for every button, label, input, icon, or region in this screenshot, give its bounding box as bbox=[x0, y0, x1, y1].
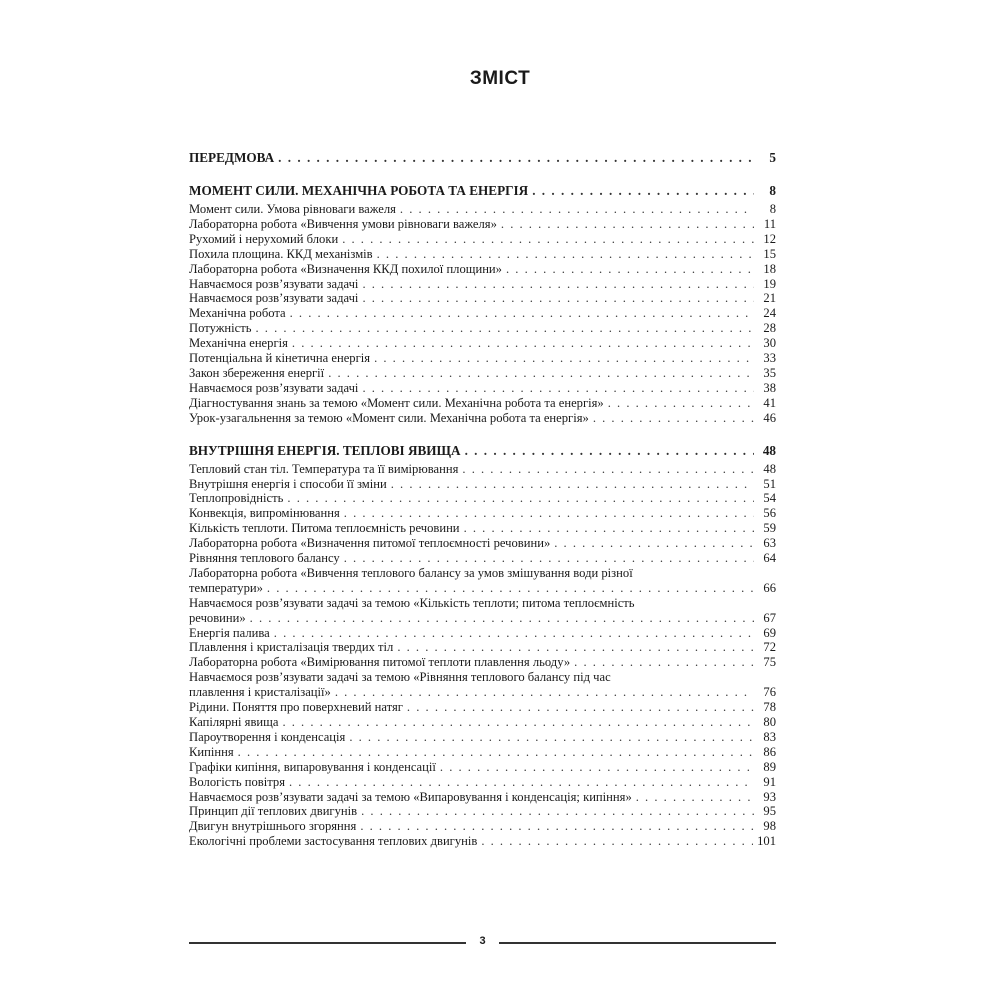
entry-page-number: 64 bbox=[763, 551, 776, 566]
dot-leader bbox=[342, 232, 754, 247]
dot-leader bbox=[593, 411, 754, 426]
toc-entry bbox=[189, 804, 776, 819]
entry-title: Лабораторна робота «Визначення ККД похилої площини» bbox=[189, 261, 502, 276]
toc-entry bbox=[189, 670, 776, 700]
entry-title: Двигун внутрішнього згоряння bbox=[189, 819, 357, 834]
toc-entry bbox=[189, 491, 776, 506]
entry-title: Енергія палива bbox=[189, 625, 270, 640]
entry-page-number: 12 bbox=[763, 231, 776, 246]
dot-leader bbox=[344, 506, 754, 521]
dot-leader bbox=[481, 834, 753, 849]
entry-title: Момент сили. Умова рівноваги важеля bbox=[189, 202, 396, 216]
entry-page-number: 80 bbox=[763, 715, 776, 729]
toc-section bbox=[189, 183, 776, 426]
entry-page-number: 75 bbox=[763, 655, 776, 670]
dot-leader bbox=[506, 262, 754, 277]
entry-page-number: 46 bbox=[763, 410, 776, 425]
toc-entry bbox=[189, 745, 776, 760]
entry-title-line-2: температури» bbox=[189, 580, 263, 595]
dot-leader bbox=[574, 655, 754, 670]
toc-entry bbox=[189, 477, 776, 492]
entry-title: Механічна робота bbox=[189, 306, 286, 321]
entry-title: Графіки кипіння, випаровування і конденсації bbox=[189, 759, 436, 774]
toc-entry bbox=[189, 640, 776, 655]
entry-page-number: 72 bbox=[763, 640, 776, 655]
entry-page-number: 86 bbox=[763, 744, 776, 759]
dot-leader bbox=[362, 291, 754, 306]
entry-page-number: 41 bbox=[763, 395, 776, 410]
entry-page-number: 69 bbox=[763, 625, 776, 640]
dot-leader bbox=[238, 745, 754, 760]
toc-section bbox=[189, 443, 776, 850]
entry-page-number: 15 bbox=[763, 246, 776, 261]
toc-entry bbox=[189, 626, 776, 641]
entry-page-number: 8 bbox=[769, 183, 776, 198]
entry-title: Потенціальна й кінетична енергія bbox=[189, 351, 371, 366]
toc-entry bbox=[189, 277, 776, 292]
entry-title: Тепловий стан тіл. Температура та її вимірювання bbox=[189, 461, 459, 476]
dot-leader bbox=[440, 760, 754, 775]
dot-leader bbox=[289, 775, 754, 790]
dot-leader bbox=[464, 521, 754, 536]
entry-page-number: 33 bbox=[763, 351, 776, 366]
toc-entry bbox=[189, 715, 776, 730]
entry-page-number: 93 bbox=[763, 789, 776, 804]
entry-page-number: 91 bbox=[763, 774, 776, 789]
entry-title: Принцип дії теплових двигунів bbox=[189, 804, 358, 819]
dot-leader bbox=[407, 700, 754, 715]
toc-entry bbox=[189, 366, 776, 381]
toc-entry bbox=[189, 336, 776, 351]
section-heading-title: МОМЕНТ СИЛИ. МЕХАНІЧНА РОБОТА ТА ЕНЕРГІЯ bbox=[189, 183, 529, 198]
dot-leader bbox=[349, 730, 754, 745]
dot-leader bbox=[374, 351, 754, 366]
entry-page-number: 19 bbox=[763, 276, 776, 291]
toc-entry bbox=[189, 396, 776, 411]
toc-entry bbox=[189, 291, 776, 306]
dot-leader bbox=[532, 183, 754, 199]
entry-title: Потужність bbox=[189, 321, 252, 336]
toc-entry bbox=[189, 700, 776, 715]
dot-leader bbox=[328, 366, 754, 381]
dot-leader bbox=[400, 202, 754, 217]
section-heading bbox=[189, 150, 776, 166]
entry-page-number: 59 bbox=[763, 521, 776, 536]
entry-page-number: 8 bbox=[769, 202, 776, 216]
entry-page-number: 78 bbox=[763, 700, 776, 715]
entry-title-continued bbox=[189, 611, 776, 626]
section-heading-title: ВНУТРІШНЯ ЕНЕРГІЯ. ТЕПЛОВІ ЯВИЩА bbox=[189, 442, 461, 458]
entry-title: Лабораторна робота «Вивчення умови рівноваги важеля» bbox=[189, 216, 497, 231]
entry-page-number: 95 bbox=[763, 804, 776, 819]
dot-leader bbox=[501, 217, 754, 232]
dot-leader bbox=[344, 551, 754, 566]
entry-title-line-2: речовини» bbox=[189, 610, 246, 625]
entry-title: Рівняння теплового балансу bbox=[189, 551, 340, 566]
entry-title: Навчаємося розв’язувати задачі bbox=[189, 276, 359, 291]
entry-title: Капілярні явища bbox=[189, 715, 279, 729]
section-heading bbox=[189, 443, 776, 459]
entry-title-line-2: плавлення і кристалізації» bbox=[189, 685, 331, 700]
dot-leader bbox=[267, 581, 754, 596]
toc-entry bbox=[189, 819, 776, 834]
entry-title: Урок-узагальнення за темою «Момент сили. Механічна робота та енергія» bbox=[189, 410, 589, 425]
entry-page-number: 67 bbox=[763, 610, 776, 625]
toc-section bbox=[189, 150, 776, 166]
entry-title-continued bbox=[189, 685, 776, 700]
entry-title-continued bbox=[189, 581, 776, 596]
entry-title: Лабораторна робота «Визначення питомої теплоємності речовини» bbox=[189, 536, 551, 551]
toc-entry bbox=[189, 790, 776, 805]
entry-page-number: 54 bbox=[763, 491, 776, 506]
dot-leader bbox=[361, 804, 754, 819]
entry-title: Механічна енергія bbox=[189, 336, 288, 351]
toc-entry bbox=[189, 566, 776, 596]
entry-page-number: 38 bbox=[763, 380, 776, 395]
entry-title: Рухомий і нерухомий блоки bbox=[189, 231, 339, 246]
entry-page-number: 48 bbox=[762, 442, 776, 458]
toc-entry bbox=[189, 217, 776, 232]
toc-entry bbox=[189, 351, 776, 366]
section-heading-title: ПЕРЕДМОВА bbox=[189, 150, 275, 165]
entry-page-number: 51 bbox=[763, 476, 776, 491]
dot-leader bbox=[391, 477, 754, 492]
entry-title: Навчаємося розв’язувати задачі bbox=[189, 291, 359, 306]
entry-page-number: 35 bbox=[763, 365, 776, 380]
dot-leader bbox=[465, 443, 754, 459]
entry-page-number: 56 bbox=[763, 506, 776, 521]
toc-entry bbox=[189, 655, 776, 670]
page-title: ЗМІСТ bbox=[469, 68, 531, 89]
toc-entry bbox=[189, 775, 776, 790]
toc-entry bbox=[189, 536, 776, 551]
entry-title: Екологічні проблеми застосування теплових двигунів bbox=[189, 834, 478, 849]
entry-title: Плавлення і кристалізація твердих тіл bbox=[189, 640, 394, 655]
entry-page-number: 83 bbox=[763, 729, 776, 744]
entry-title: Внутрішня енергія і способи її зміни bbox=[189, 476, 387, 491]
toc-entry bbox=[189, 202, 776, 217]
entry-page-number: 48 bbox=[763, 461, 776, 476]
entry-title: Навчаємося розв’язувати задачі за темою «Кількість теплоти; питома теплоємність bbox=[189, 595, 635, 610]
entry-page-number: 11 bbox=[763, 216, 776, 231]
entry-title: Навчаємося розв’язувати задачі за темою «Рівняння теплового балансу під час bbox=[189, 670, 611, 685]
dot-leader bbox=[335, 685, 754, 700]
table-of-contents bbox=[189, 150, 776, 849]
entry-page-number: 76 bbox=[763, 685, 776, 700]
dot-leader bbox=[278, 150, 754, 166]
dot-leader bbox=[636, 790, 754, 805]
entry-title: Похила площина. ККД механізмів bbox=[189, 246, 373, 261]
entry-title: Лабораторна робота «Вимірювання питомої теплоти плавлення льоду» bbox=[189, 655, 571, 670]
toc-entry bbox=[189, 306, 776, 321]
dot-leader bbox=[287, 491, 754, 506]
toc-entry bbox=[189, 232, 776, 247]
entry-page-number: 98 bbox=[763, 819, 776, 834]
entry-title: Конвекція, випромінювання bbox=[189, 506, 340, 521]
dot-leader bbox=[282, 715, 754, 730]
section-heading bbox=[189, 183, 776, 199]
entry-title: Рідини. Поняття про поверхневий натяг bbox=[189, 700, 403, 715]
entry-title: Лабораторна робота «Вивчення теплового балансу за умов змішування води різної bbox=[189, 565, 633, 580]
entry-title: Пароутворення і конденсація bbox=[189, 729, 346, 744]
dot-leader bbox=[397, 640, 754, 655]
dot-leader bbox=[292, 336, 754, 351]
toc-entry bbox=[189, 506, 776, 521]
entry-title: Закон збереження енергії bbox=[189, 365, 325, 380]
toc-entry bbox=[189, 462, 776, 477]
entry-title: Навчаємося розв’язувати задачі bbox=[189, 380, 359, 395]
footer-page-number: 3 bbox=[479, 935, 486, 947]
entry-title: Кипіння bbox=[189, 744, 234, 759]
dot-leader bbox=[250, 611, 754, 626]
dot-leader bbox=[377, 247, 754, 262]
entry-title: Діагностування знань за темою «Момент сили. Механічна робота та енергія» bbox=[189, 395, 604, 410]
dot-leader bbox=[608, 396, 754, 411]
entry-page-number: 21 bbox=[763, 291, 776, 306]
entry-title: Вологість повітря bbox=[189, 774, 285, 789]
entry-page-number: 18 bbox=[763, 261, 776, 276]
entry-title: Кількість теплоти. Питома теплоємність речовини bbox=[189, 521, 460, 536]
entry-page-number: 101 bbox=[757, 834, 776, 849]
toc-entry bbox=[189, 262, 776, 277]
toc-entry bbox=[189, 321, 776, 336]
toc-entry bbox=[189, 411, 776, 426]
toc-entry bbox=[189, 247, 776, 262]
toc-entry bbox=[189, 834, 776, 849]
entry-title: Теплопровідність bbox=[189, 491, 284, 506]
dot-leader bbox=[362, 381, 754, 396]
entry-page-number: 66 bbox=[763, 580, 776, 595]
entry-page-number: 89 bbox=[763, 759, 776, 774]
dot-leader bbox=[462, 462, 754, 477]
toc-entry bbox=[189, 521, 776, 536]
entry-page-number: 30 bbox=[763, 336, 776, 351]
dot-leader bbox=[554, 536, 754, 551]
toc-entry bbox=[189, 551, 776, 566]
dot-leader bbox=[255, 321, 754, 336]
toc-entry bbox=[189, 381, 776, 396]
footer-rule-right bbox=[499, 942, 776, 944]
entry-page-number: 28 bbox=[763, 321, 776, 336]
page-footer bbox=[189, 935, 776, 951]
entry-page-number: 24 bbox=[763, 306, 776, 321]
dot-leader bbox=[360, 819, 754, 834]
toc-entry bbox=[189, 760, 776, 775]
entry-title: Навчаємося розв’язувати задачі за темою «Випаровування і конденсація; кипіння» bbox=[189, 789, 632, 804]
dot-leader bbox=[362, 277, 754, 292]
toc-entry bbox=[189, 730, 776, 745]
toc-entry bbox=[189, 596, 776, 626]
entry-page-number: 5 bbox=[769, 150, 776, 165]
dot-leader bbox=[274, 626, 754, 641]
dot-leader bbox=[290, 306, 754, 321]
entry-page-number: 63 bbox=[763, 536, 776, 551]
